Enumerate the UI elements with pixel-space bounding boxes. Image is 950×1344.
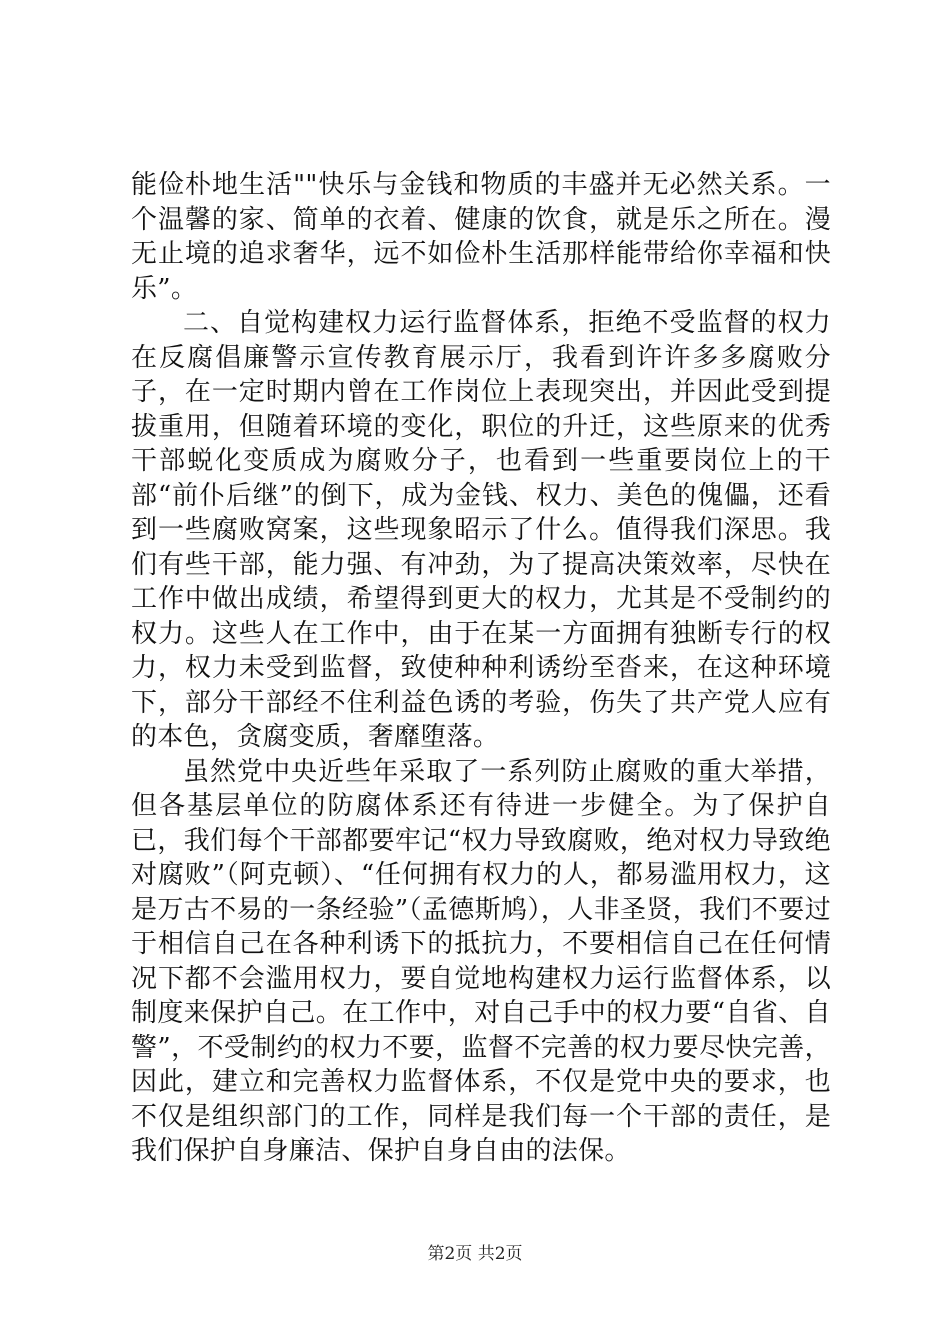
document-body: [131, 168, 831, 1169]
paragraph-continuation: 能俭朴地生活""快乐与金钱和物质的丰盛并无必然关系。一个温馨的家、简单的衣着、健康的饮食，就是乐之所在。漫无止境的追求奢华，远不如俭朴生活那样能带给你幸福和快乐”。: [131, 170, 831, 304]
paragraph-section-two: 二、自觉构建权力运行监督体系，拒绝不受监督的权力在反腐倡廉警示宣传教育展示厅，我看到许许多多腐败分子，在一定时期内曾在工作岗位上表现突出，并因此受到提拔重用，但随着环境的变化，职位的升迁，这些原来的优秀干部蜕化变质成为腐败分子，也看到一些重要岗位上的干部“前仆后继”的倒下，成为金钱、权力、美色的傀儡，还看到一些腐败窝案，这些现象昭示了什么。值得我们深思。我们有些干部，能力强、有冲劲，为了提高决策效率，尽快在工作中做出成绩，希望得到更大的权力，尤其是不受制约的权力。这些人在工作中，由于在某一方面拥有独断专行的权力，权力未受到监督，致使种种利诱纷至沓来，在这种环境下，部分干部经不住利益色诱的考验，伤失了共产党人应有的本色，贪腐变质，奢靡堕落。: [131, 308, 831, 752]
paragraph-supervision: 虽然党中央近些年采取了一系列防止腐败的重大举措，但各基层单位的防腐体系还有待进一步健全。为了保护自已，我们每个干部都要牢记“权力导致腐败，绝对权力导致绝对腐败”（阿克顿）、“任何拥有权力的人，都易滥用权力，这是万古不易的一条经验”（孟德斯鸠），人非圣贤，我们不要过于相信自己在各种利诱下的抵抗力，不要相信自己在任何情况下都不会滥用权力，要自觉地构建权力运行监督体系，以制度来保护自己。在工作中，对自己手中的权力要“自省、自警”，不受制约的权力不要，监督不完善的权力要尽快完善，因此，建立和完善权力监督体系，不仅是党中央的要求，也不仅是组织部门的工作，同样是我们每一个干部的责任，是我们保护自身廉洁、保护自身自由的法保。: [131, 756, 831, 1166]
page-number-footer: 第2页 共2页: [427, 1244, 523, 1264]
